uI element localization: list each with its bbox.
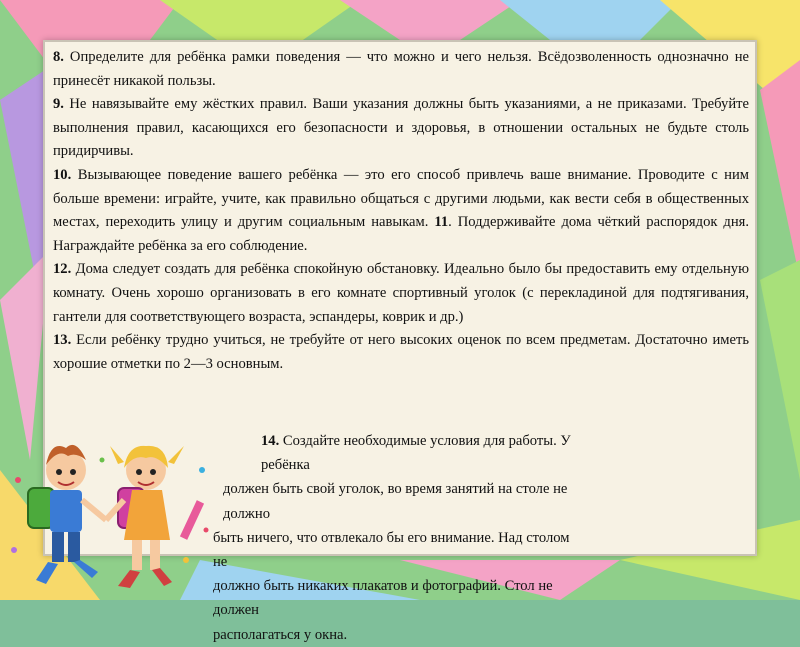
item-number: 8. bbox=[53, 49, 64, 65]
paragraph-9 bbox=[53, 93, 749, 164]
paragraph-12 bbox=[53, 258, 749, 329]
item-number: 9. bbox=[53, 96, 64, 113]
paragraph-text: Вызывающее поведение вашего ребёнка — это его способ привлечь ваше внимание. Проводите с ним больше времени: играйте, учите, как правильно общаться с другими людьми, как вести себя в общественных местах, переходить улицу и другим социальным навыкам. bbox=[53, 166, 749, 231]
item-number: 13. bbox=[53, 332, 72, 349]
paragraph-14 bbox=[213, 429, 573, 647]
paragraph-14-line-3: быть ничего, что отвлекало бы его внимание. Над столом не bbox=[213, 529, 570, 571]
schoolchildren-illustration bbox=[6, 440, 216, 595]
paragraph-14-line-4: должно быть никаких плакатов и фотографий. Стол не должен bbox=[213, 578, 553, 619]
boy-figure bbox=[28, 445, 106, 584]
paragraph-text: Дома следует создать для ребёнка спокойную обстановку. Идеально было бы предоставить ему отдельную комнату. Очень хорошо организовать в его комнате спортивный уголок (с перекладиной для подтягивания, гантели для соответствующего возраста, эспандеры, коврик и др.) bbox=[53, 261, 749, 325]
paragraph-8 bbox=[53, 46, 749, 93]
paragraph-14-line-2: должен быть свой уголок, во время занятий на столе не должно bbox=[223, 481, 568, 522]
item-number: 14. bbox=[261, 433, 280, 449]
paragraph-text: Если ребёнку трудно учиться, не требуйте от него высоких оценок по всем предметам. Достаточно иметь хорошие отметки по 2—3 основным. bbox=[53, 332, 749, 372]
paragraph-14-line-5: располагаться у окна. bbox=[213, 626, 348, 643]
girl-figure bbox=[106, 446, 204, 588]
item-number-11: 11 bbox=[434, 214, 449, 231]
line-text: Создайте необходимые условия для работы. У ребёнка bbox=[261, 433, 571, 474]
paragraph-text: Определите для ребёнка рамки поведения — что можно и чего нельзя. Всёдозволенность однозначно не принесёт никакой пользы. bbox=[53, 49, 749, 89]
paragraph-14-line-1 bbox=[213, 429, 573, 477]
paragraph-13 bbox=[53, 329, 749, 376]
paragraph-text: Не навязывайте ему жёстких правил. Ваши указания должны быть указаниями, а не приказами. Требуйте выполнения правил, касающихся его безопасности и здоровья, в отношении остальных не будьте столь придирчивы. bbox=[53, 96, 749, 160]
item-number: 10. bbox=[53, 166, 72, 183]
item-number: 12. bbox=[53, 261, 72, 278]
paragraph-10 bbox=[53, 164, 749, 258]
paragraph-text-11: . Поддерживайте дома чёткий распорядок дня. Награждайте ребёнка за его соблюдение. bbox=[53, 214, 749, 254]
